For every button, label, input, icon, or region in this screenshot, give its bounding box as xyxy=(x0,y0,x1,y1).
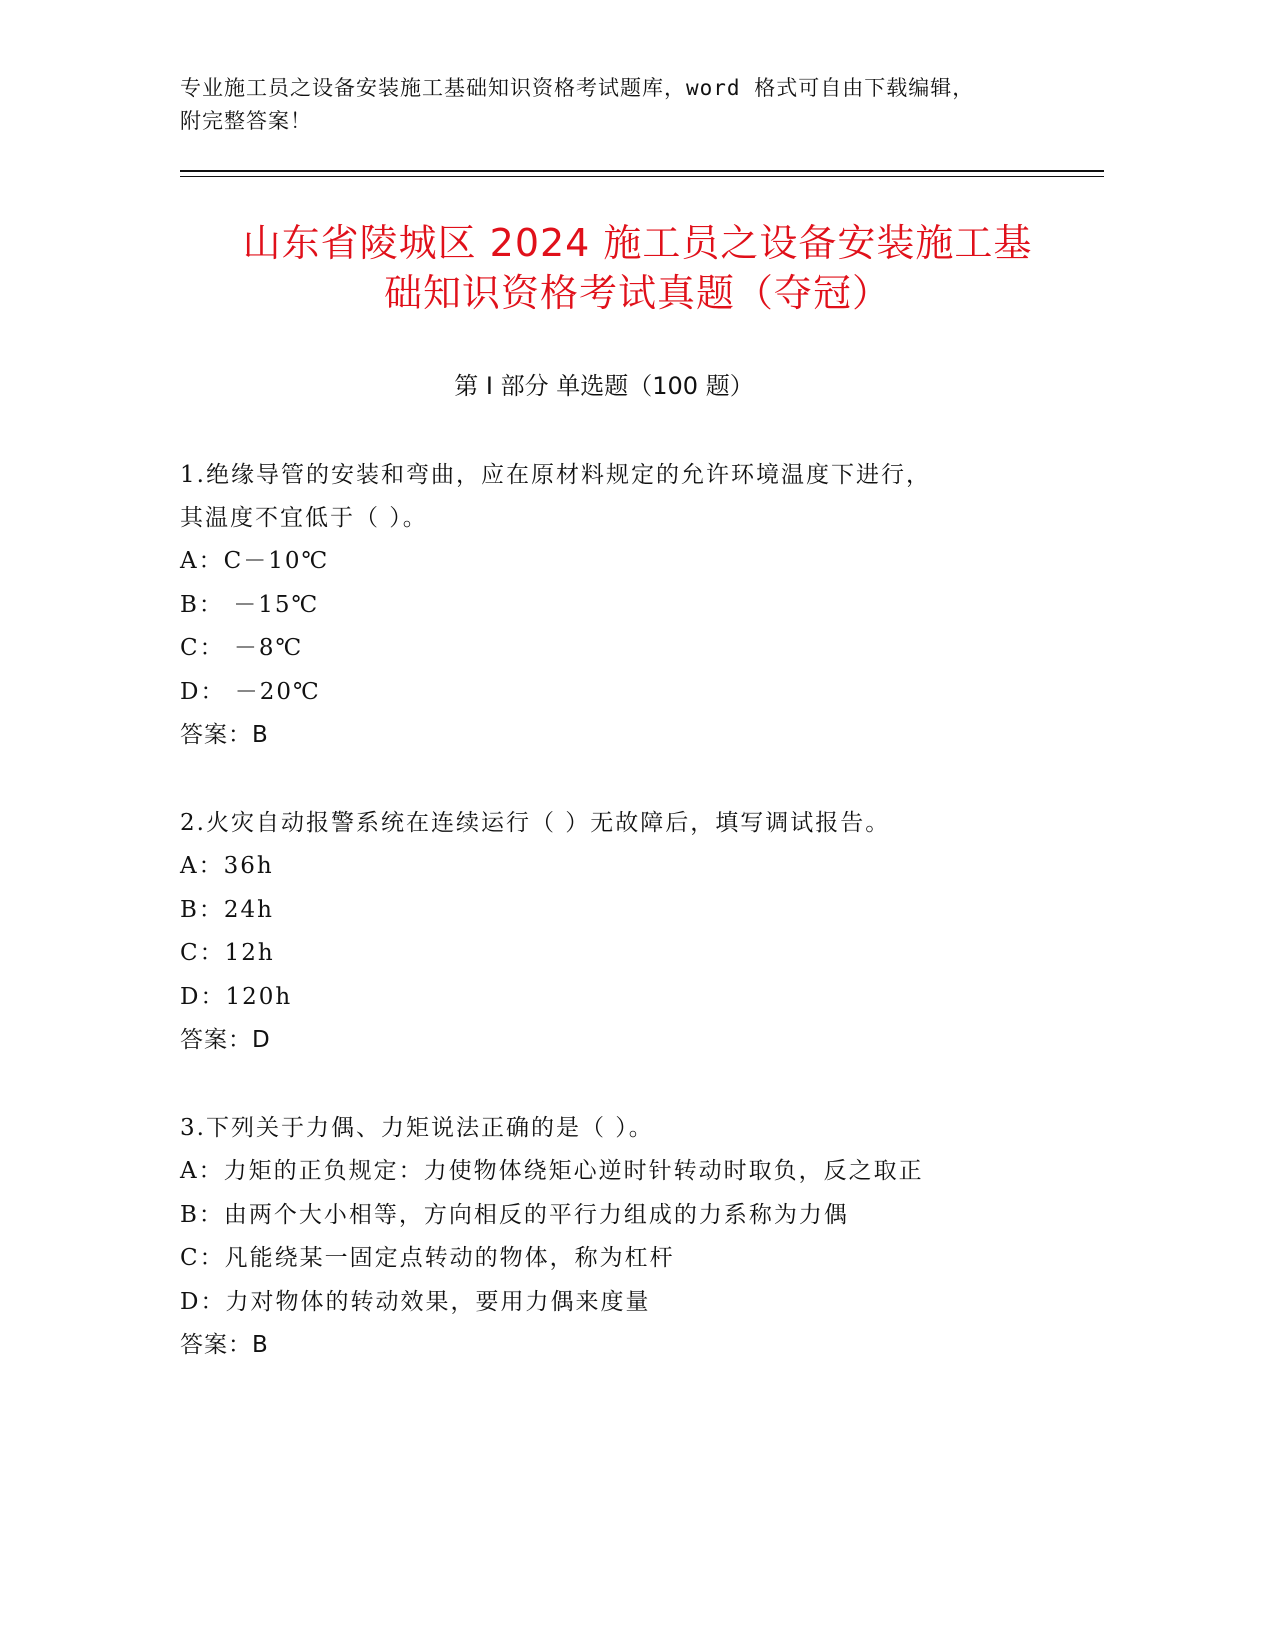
answer: 答案：B xyxy=(180,1332,269,1358)
option-d: D：120h xyxy=(180,983,293,1010)
question-3 xyxy=(180,1107,1080,1368)
question-stem: 2.火灾自动报警系统在连续运行（ ）无故障后，填写调试报告。 xyxy=(180,810,891,836)
document-title-line-2: 础知识资格考试真题（夺冠） xyxy=(383,271,891,315)
question-1 xyxy=(180,454,1080,758)
document-title xyxy=(150,218,1125,318)
answer: 答案：D xyxy=(180,1027,271,1053)
option-b: B： －15℃ xyxy=(180,591,320,618)
section-title: 第 I 部分 单选题（100 题） xyxy=(454,372,754,400)
option-c: C：12h xyxy=(180,940,275,966)
question-stem-continued: 其温度不宜低于（ ）。 xyxy=(180,505,428,531)
option-c: C： －8℃ xyxy=(180,635,304,661)
option-b: B：24h xyxy=(180,896,274,923)
header-divider-thin xyxy=(180,176,1104,177)
answer: 答案：B xyxy=(180,722,269,748)
option-c: C：凡能绕某一固定点转动的物体，称为杠杆 xyxy=(180,1245,675,1271)
header-note-line-1: 专业施工员之设备安装施工基础知识资格考试题库，word 格式可自由下载编辑， xyxy=(180,76,975,100)
option-a: A：36h xyxy=(180,853,274,879)
option-d: D：力对物体的转动效果，要用力偶来度量 xyxy=(180,1288,651,1315)
header-note xyxy=(180,72,1060,138)
question-stem: 1.绝缘导管的安装和弯曲，应在原材料规定的允许环境温度下进行， xyxy=(180,462,931,488)
header-divider-thick xyxy=(180,170,1104,172)
option-b: B：由两个大小相等，方向相反的平行力组成的力系称为力偶 xyxy=(180,1201,849,1228)
header-note-line-2: 附完整答案！ xyxy=(180,109,312,133)
document-title-line-1: 山东省陵城区 2024 施工员之设备安装施工基 xyxy=(242,221,1033,265)
option-a: A：C－10℃ xyxy=(180,548,330,574)
option-a: A：力矩的正负规定：力使物体绕矩心逆时针转动时取负，反之取正 xyxy=(180,1158,924,1184)
question-stem: 3.下列关于力偶、力矩说法正确的是（ ）。 xyxy=(180,1115,654,1141)
option-d: D： －20℃ xyxy=(180,678,321,705)
question-2 xyxy=(180,802,1080,1063)
